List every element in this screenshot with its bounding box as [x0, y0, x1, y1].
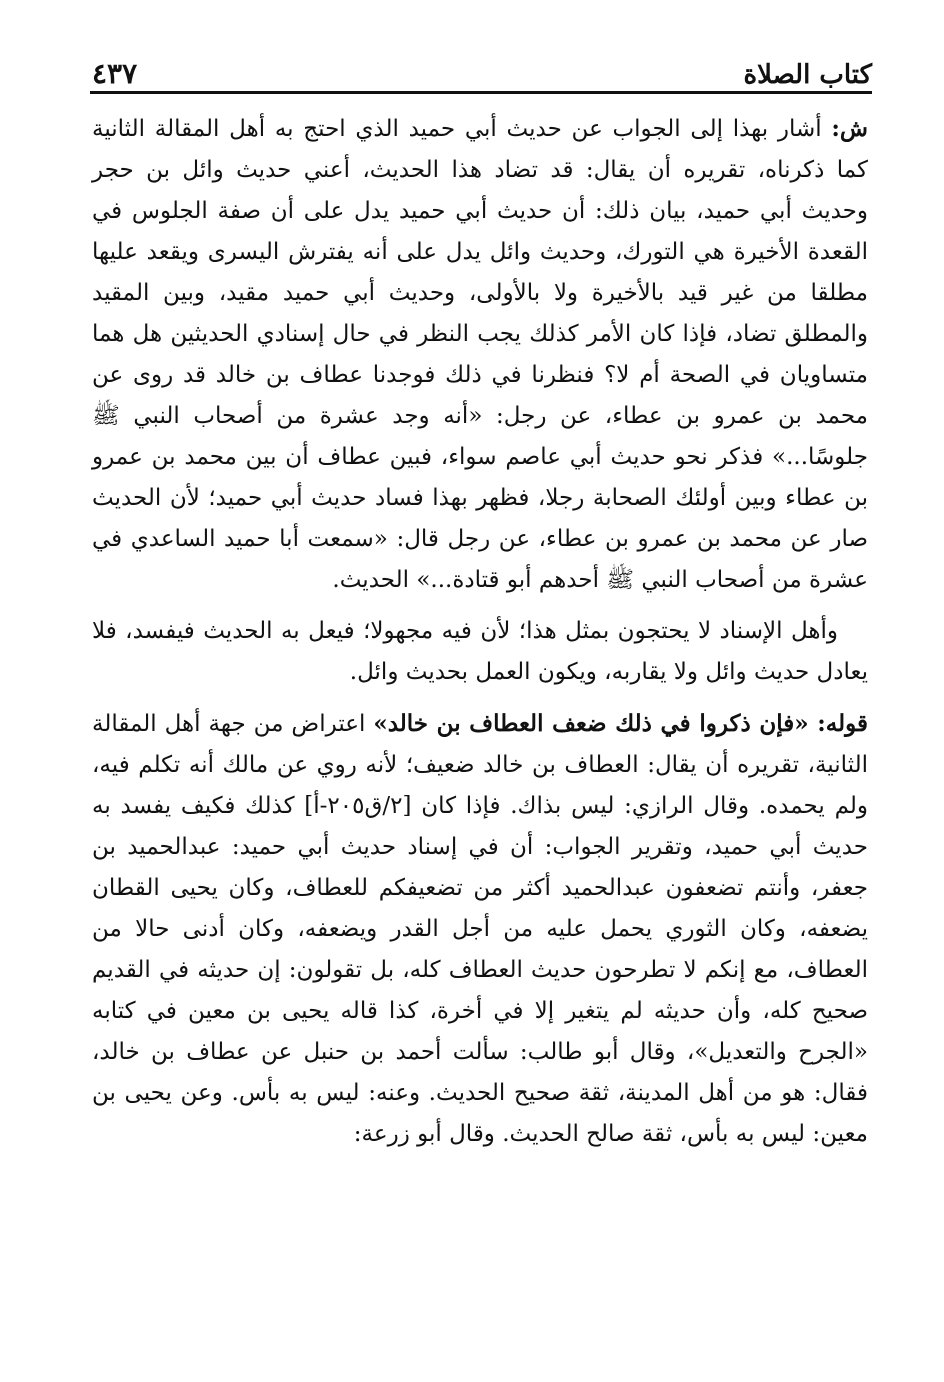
- paragraph-conclusion: [92, 611, 868, 693]
- paragraph-text: أشار بهذا إلى الجواب عن حديث أبي حميد الذي احتج به أهل المقالة الثانية كما ذكرناه، تقريره أن يقال: قد تضاد هذا الحديث، أعني حديث وائل بن حجر وحديث أبي حميد، بيان ذلك: أن حديث أبي حميد يدل على أن صفة الجلوس في القعدة الأخيرة هي التورك، وحديث وائل يدل على أنه يفترش اليسرى ويقعد عليها مطلقا من غير قيد بالأخيرة ولا بالأولى، وحديث أبي حميد مقيد، وبين المقيد والمطلق تضاد، فإذا كان الأمر كذلك يجب النظر في حال إسنادي الحديثين هل هما متساويان في الصحة أم لا؟ فنظرنا في ذلك فوجدنا عطاف بن خالد قد روى عن محمد بن عمرو بن عطاء، عن رجل: «أنه وجد عشرة من أصحاب النبي ﷺ جلوسًا...» فذكر نحو حديث أبي عاصم سواء، فبين عطاف أن بين محمد بن عمرو بن عطاء وبين أولئك الصحابة رجلا، فظهر بهذا فساد حديث أبي حميد؛ لأن الحديث صار عن محمد بن عمرو بن عطاء، عن رجل قال: «سمعت أبا حميد الساعدي في عشرة من أصحاب النبي ﷺ أحدهم أبو قتادة...» الحديث.: [92, 116, 868, 593]
- paragraph-text: وأهل الإسناد لا يحتجون بمثل هذا؛ لأن فيه مجهولا؛ فيعل به الحديث فيفسد، فلا يعادل حديث وائل ولا يقاربه، ويكون العمل بحديث وائل.: [92, 618, 868, 685]
- paragraph-text: اعتراض من جهة أهل المقالة الثانية، تقريره أن يقال: العطاف بن خالد ضعيف؛ لأنه روي عن مالك أنه تكلم فيه، ولم يحمده. وقال الرازي: ليس بذاك. فإذا كان [٢/ق٢٠٥-أ] كذلك فكيف يفسد به حديث أبي حميد، وتقرير الجواب: أن في إسناد حديث أبي حميد: عبدالحميد بن جعفر، وأنتم تضعفون عبدالحميد أكثر من تضعيفكم للعطاف، وكان يحيى القطان يضعفه، وكان الثوري يحمل عليه من أجل القدر ويضعفه، وكان أدنى حالا من العطاف، مع إنكم لا تطرحون حديث العطاف كله، بل تقولون: إن حديثه في القديم صحيح كله، وأن حديثه لم يتغير إلا في أخرة، كذا قاله يحيى بن معين في كتابه «الجرح والتعديل»، وقال أبو طالب: سألت أحمد بن حنبل عن عطاف بن خالد، فقال: هو من أهل المدينة، ثقة صحيح الحديث. وعنه: ليس به بأس. وعن يحيى بن معين: ليس به بأس، ثقة صالح الحديث. وقال أبو زرعة:: [92, 711, 868, 1147]
- header-divider: [90, 91, 872, 94]
- page-header: [92, 38, 872, 88]
- page-body: [92, 108, 868, 1165]
- paragraph-lead: قوله:: [817, 710, 868, 737]
- paragraph-commentary: [92, 108, 868, 601]
- page-number: ٤٣٧: [92, 57, 138, 90]
- paragraph-lead: ش:: [831, 115, 868, 142]
- quoted-statement: «فإن ذكروا في ذلك ضعف العطاف بن خالد»: [373, 710, 818, 737]
- paragraph-objection: [92, 703, 868, 1155]
- book-title: كتاب الصلاة: [743, 60, 872, 90]
